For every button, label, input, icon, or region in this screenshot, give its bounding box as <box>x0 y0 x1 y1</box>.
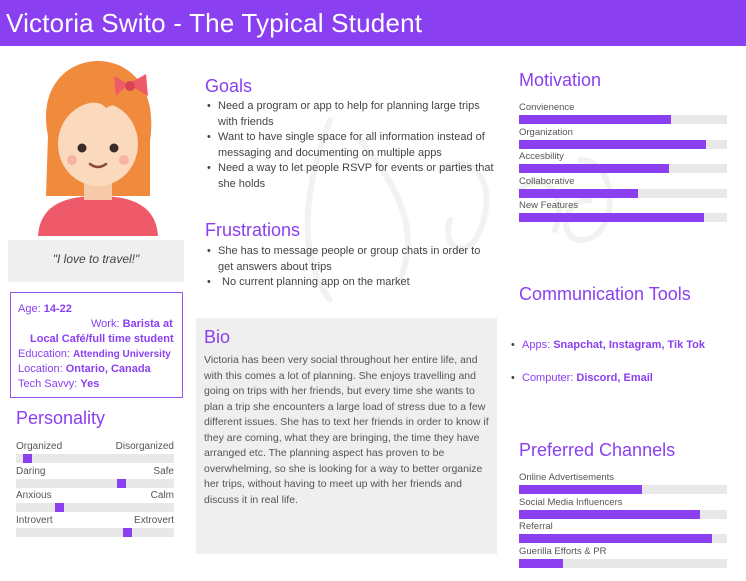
trait-slider-handle <box>117 479 126 488</box>
bar-fill <box>519 115 671 124</box>
trait-slider-track <box>16 454 174 463</box>
goals-title: Goals <box>205 76 253 96</box>
trait-left-label: Introvert <box>16 514 53 526</box>
trait-slider-handle <box>123 528 132 537</box>
apps-label: Apps: <box>522 339 551 351</box>
computer-label: Computer: <box>522 372 574 384</box>
bar-fill <box>519 164 669 173</box>
age-value: 14-22 <box>43 303 72 315</box>
computer-value: Discord, Email <box>576 372 653 384</box>
bar-track <box>519 559 727 568</box>
bar-track <box>519 485 727 494</box>
trait-slider-track <box>16 479 174 488</box>
age-line <box>18 303 72 315</box>
bio-panel <box>196 318 497 554</box>
bio-title: Bio <box>204 327 231 347</box>
bar-fill <box>519 189 638 198</box>
bar-label: Convienence <box>519 102 575 113</box>
location-line <box>18 363 151 375</box>
quote-text: "I love to travel!" <box>52 252 140 266</box>
quote-box <box>8 240 184 282</box>
channels-title: Preferred Channels <box>519 440 676 460</box>
bar-label: Online Advertisements <box>519 472 615 483</box>
trait-right-label: Safe <box>153 465 174 477</box>
bar-track <box>519 140 727 149</box>
bar-track <box>519 164 727 173</box>
goal-item: • Want to have single space for all information instead of messaging and documenting on multiple apps <box>205 130 495 161</box>
motivation-title: Motivation <box>519 70 602 90</box>
education-value: Attending University <box>73 349 171 360</box>
work-value: Barista at <box>122 318 173 330</box>
goal-item: • Need a program or app to help for planning large trips with friends <box>205 99 495 130</box>
trait-slider-track <box>16 528 174 537</box>
trait-right-label: Disorganized <box>115 441 174 452</box>
trait-left-label: Daring <box>16 465 46 477</box>
trait-slider-handle <box>55 503 64 512</box>
tech-value: Yes <box>80 378 100 390</box>
frustrations-title: Frustrations <box>205 220 301 240</box>
bar-fill <box>519 213 704 222</box>
bio-text: Victoria has been very social throughout her entire life, and with this comes a lot of planning. She enjoys travelling and going on trips with her friends, but every time she wants to plan a trip she encounters a large load of stress due to a few different issues. She has to text her friends in order to know if they are coming, what they are bringing, the time they have arranged etc. The planning aspect has proven to be overwhelming, so she is looking for a way to better organize her trips, without having to meet up with her friends and discuss it in real life. <box>204 354 489 506</box>
bar-track <box>519 213 727 222</box>
trait-slider-track <box>16 503 174 512</box>
profile-info-box <box>10 292 183 398</box>
trait-right-label: Extrovert <box>133 514 174 526</box>
bar-fill <box>519 485 642 494</box>
girl-avatar-icon <box>28 56 168 236</box>
goals-list <box>205 99 495 192</box>
personality-title: Personality <box>16 408 106 428</box>
trait-left-label: Organized <box>16 441 63 452</box>
trait-right-label: Calm <box>150 490 174 501</box>
bar-track <box>519 115 727 124</box>
bar-label: Social Media Influencers <box>519 496 623 508</box>
bar-label: Guerilla Efforts & PR <box>519 545 607 557</box>
bar-fill <box>519 140 706 149</box>
location-label: Location: <box>18 363 63 375</box>
education-line <box>18 348 171 360</box>
work-line-2 <box>30 333 174 345</box>
header-bar <box>0 0 746 46</box>
page-title: Victoria Swito - The Typical Student <box>6 8 423 38</box>
age-label: Age: <box>18 303 41 315</box>
goal-item: • Need a way to let people RSVP for events or parties that she holds <box>205 161 495 192</box>
bar-fill <box>519 510 700 519</box>
communication-list <box>509 338 705 354</box>
bar-label: Collaborative <box>519 175 575 187</box>
work-value-cont: Local Café/full time student <box>30 333 174 345</box>
communication-title: Communication Tools <box>519 284 691 304</box>
bar-track <box>519 534 727 543</box>
frustrations-list <box>205 244 495 291</box>
tech-label: Tech Savvy: <box>18 378 78 390</box>
tech-line <box>18 378 99 390</box>
frustration-item: • She has to message people or group chats in order to get answers about trips <box>205 244 495 275</box>
trait-left-label: Anxious <box>16 490 52 501</box>
bar-label: Organization <box>519 126 573 138</box>
apps-value: Snapchat, Instagram, Tik Tok <box>553 339 706 351</box>
work-label: Work: <box>91 318 120 330</box>
bar-track <box>519 189 727 198</box>
apps-item <box>509 338 705 354</box>
bar-track <box>519 510 727 519</box>
location-value: Ontario, Canada <box>65 363 151 375</box>
bar-label: Accesbility <box>519 151 564 162</box>
bar-fill <box>519 534 712 543</box>
computer-item <box>509 371 653 387</box>
education-label: Education: <box>18 348 70 360</box>
frustration-item: • No current planning app on the market <box>205 275 495 291</box>
bar-fill <box>519 559 563 568</box>
bar-label: Referral <box>519 521 553 532</box>
work-line <box>91 318 173 330</box>
bar-label: New Features <box>519 200 579 211</box>
trait-slider-handle <box>23 454 32 463</box>
computer-list <box>509 371 653 387</box>
